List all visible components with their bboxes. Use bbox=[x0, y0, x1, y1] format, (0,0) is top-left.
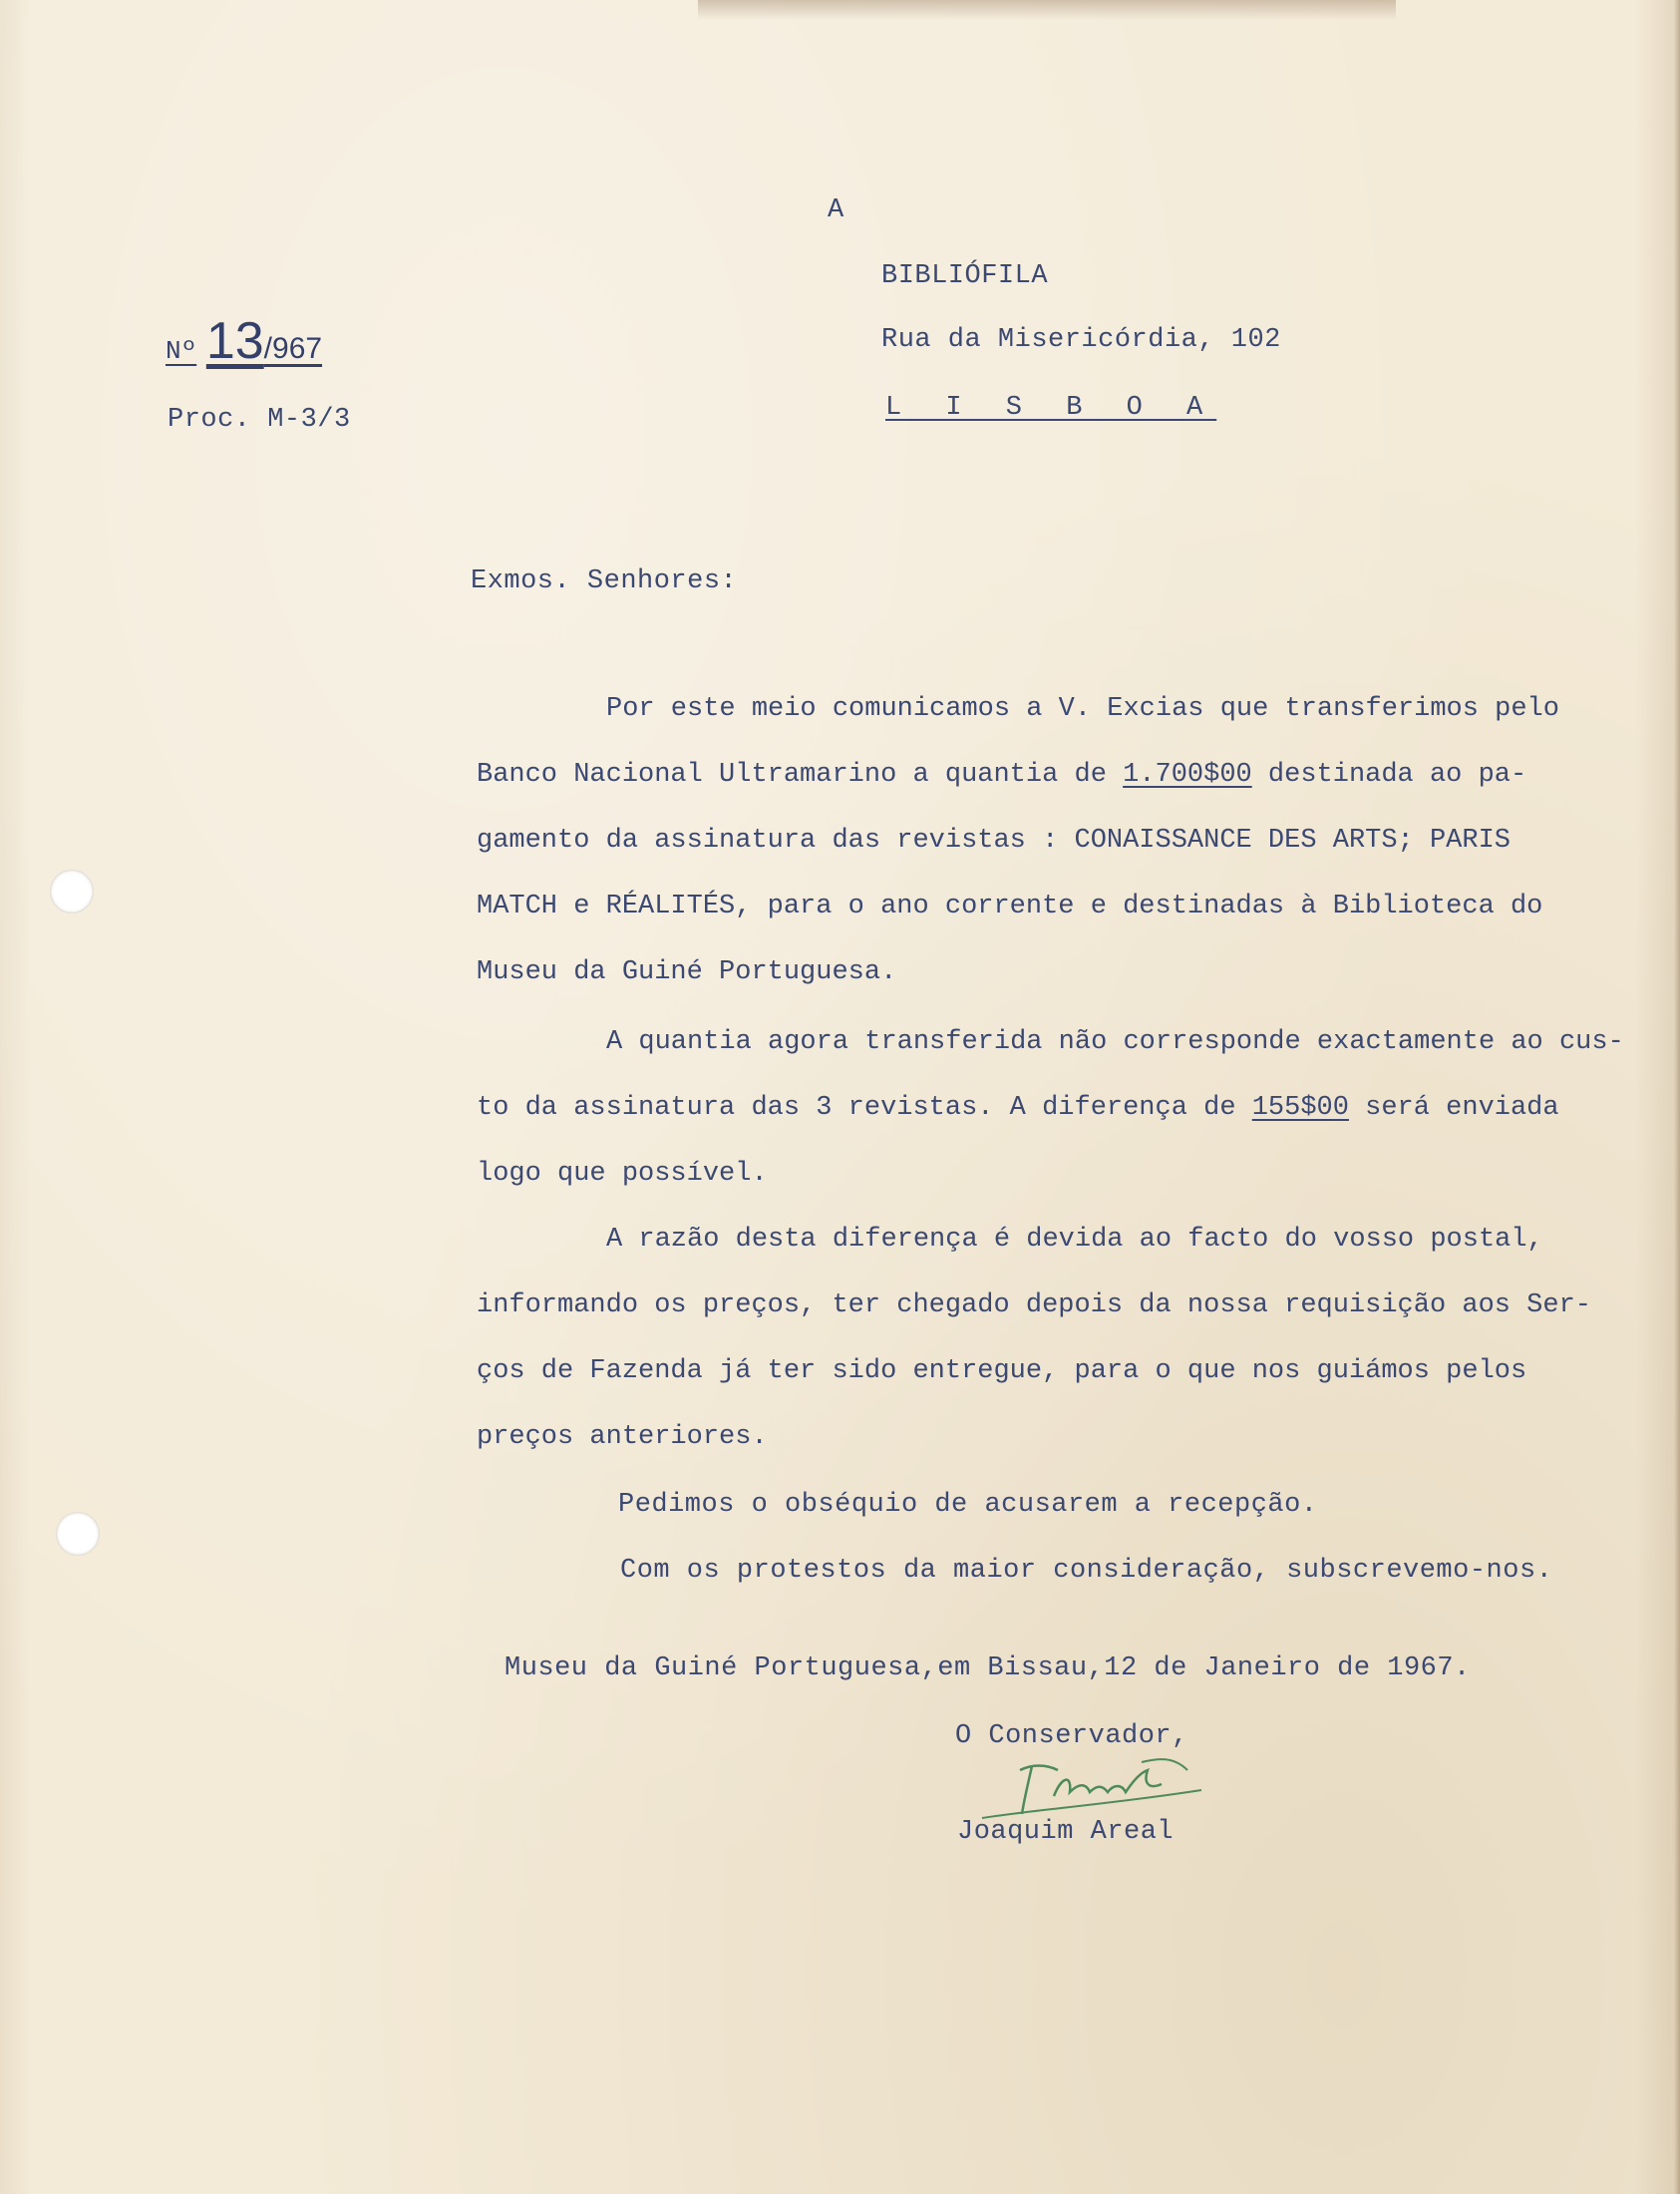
paragraph-3-line-1: A razão desta diferença é devida ao facto do vosso postal, bbox=[606, 1225, 1543, 1255]
signoff-title: O Conservador, bbox=[955, 1721, 1188, 1751]
recipient-city: L I S B O A bbox=[885, 393, 1217, 423]
punch-hole-lower bbox=[56, 1512, 100, 1556]
amount-transferred: 1.700$00 bbox=[1123, 760, 1252, 790]
place-and-date: Museu da Guiné Portuguesa,em Bissau,12 de Janeiro de 1967. bbox=[504, 1653, 1471, 1683]
paragraph-3-line-3: ços de Fazenda já ter sido entregue, para o que nos guiámos pelos bbox=[477, 1356, 1527, 1386]
paper-right-edge bbox=[1674, 0, 1680, 2194]
body-paragraph-4: Pedimos o obséquio de acusarem a recepção. bbox=[618, 1490, 1318, 1520]
recipient-prefix: A bbox=[828, 195, 844, 225]
paragraph-1-line-5: Museu da Guiné Portuguesa. bbox=[477, 957, 897, 987]
paper-top-edge bbox=[698, 0, 1396, 20]
paragraph-2-line-1: A quantia agora transferida não corresponde exactamente ao cus- bbox=[606, 1027, 1624, 1057]
amount-difference: 155$00 bbox=[1251, 1093, 1349, 1123]
reference-number-prefix: Nº bbox=[166, 336, 197, 366]
process-reference: Proc. M-3/3 bbox=[168, 405, 351, 435]
reference-number bbox=[166, 311, 322, 371]
paragraph-2-line-2 bbox=[477, 1075, 1623, 1141]
paragraph-3-line-4: preços anteriores. bbox=[477, 1422, 768, 1452]
paragraph-1-line-4: MATCH e RÉALITÉS, para o ano corrente e destinadas à Biblioteca do bbox=[477, 892, 1543, 921]
paragraph-1-line-2-text: Banco Nacional Ultramarino a quantia de bbox=[477, 760, 1124, 790]
paragraph-1-line-2-end: destinada ao pa- bbox=[1251, 760, 1527, 790]
punch-hole-upper bbox=[50, 870, 94, 914]
body-paragraph-2 bbox=[477, 1009, 1623, 1207]
paragraph-1-line-3: gamento da assinatura das revistas : CONAISSANCE DES ARTS; PARIS bbox=[477, 826, 1511, 856]
salutation: Exmos. Senhores: bbox=[471, 566, 738, 596]
paragraph-1-line-1: Por este meio comunicamos a V. Excias que transferimos pelo bbox=[606, 694, 1559, 724]
body-paragraph-5: Com os protestos da maior consideração, subscrevemo-nos. bbox=[620, 1556, 1553, 1586]
paragraph-2-line-3: logo que possível. bbox=[477, 1159, 768, 1189]
paragraph-2-line-2-end: será enviada bbox=[1348, 1093, 1559, 1123]
body-paragraph-1 bbox=[477, 676, 1623, 1005]
paragraph-3-line-2: informando os preços, ter chegado depois da nossa requisição aos Ser- bbox=[477, 1290, 1591, 1320]
signoff-name: Joaquim Areal bbox=[957, 1817, 1175, 1847]
recipient-street: Rua da Misericórdia, 102 bbox=[881, 325, 1281, 355]
paragraph-2-line-2-text: to da assinatura das 3 revistas. A diferença de bbox=[477, 1093, 1252, 1123]
paragraph-1-line-2 bbox=[477, 742, 1623, 808]
recipient-name: BIBLIÓFILA bbox=[881, 261, 1049, 291]
reference-number-year: /967 bbox=[263, 332, 323, 365]
reference-number-value: 13 bbox=[205, 312, 264, 370]
body-paragraph-3 bbox=[477, 1207, 1623, 1470]
